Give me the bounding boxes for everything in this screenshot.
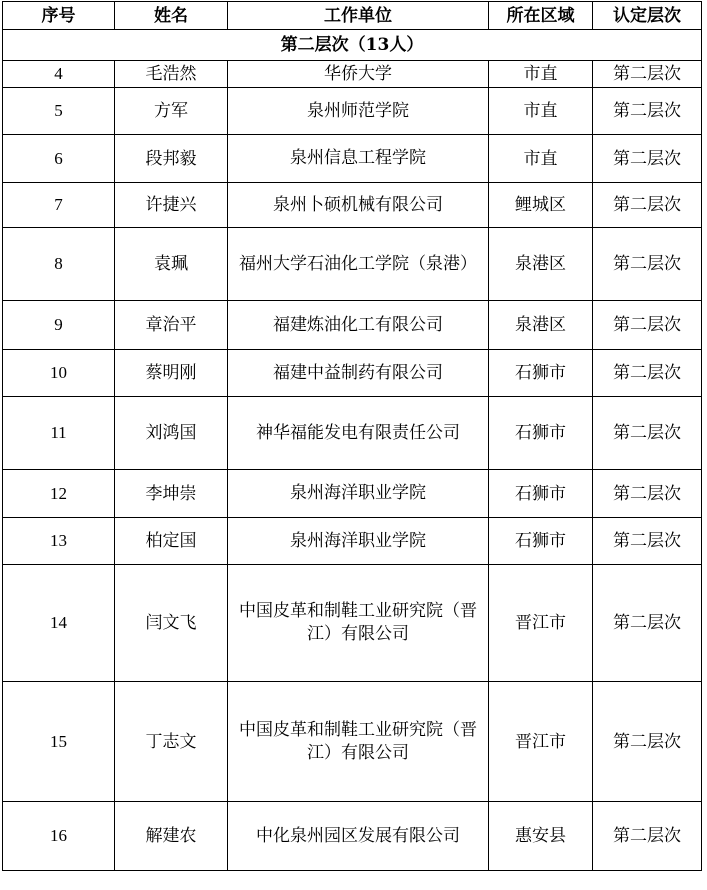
cell-no: 8	[3, 228, 115, 301]
header-name: 姓名	[115, 2, 228, 30]
cell-area: 石狮市	[489, 470, 593, 518]
cell-level: 第二层次	[593, 350, 702, 397]
table-row	[3, 470, 702, 518]
table-row	[3, 61, 702, 88]
cell-no: 4	[3, 61, 115, 88]
table-row	[3, 228, 702, 301]
cell-name: 解建农	[115, 802, 228, 871]
cell-area: 鲤城区	[489, 183, 593, 228]
table-row	[3, 183, 702, 228]
cell-unit: 泉州卜硕机械有限公司	[228, 183, 489, 228]
section-row	[3, 30, 702, 61]
cell-unit: 福建炼油化工有限公司	[228, 301, 489, 350]
cell-area: 市直	[489, 135, 593, 183]
cell-no: 15	[3, 682, 115, 802]
cell-unit: 福州大学石油化工学院（泉港）	[228, 228, 489, 301]
cell-name: 毛浩然	[115, 61, 228, 88]
cell-name: 蔡明刚	[115, 350, 228, 397]
table-row	[3, 301, 702, 350]
cell-level: 第二层次	[593, 135, 702, 183]
cell-no: 6	[3, 135, 115, 183]
header-area: 所在区域	[489, 2, 593, 30]
cell-name: 丁志文	[115, 682, 228, 802]
cell-area: 市直	[489, 88, 593, 135]
cell-unit: 中化泉州园区发展有限公司	[228, 802, 489, 871]
header-unit: 工作单位	[228, 2, 489, 30]
header-level: 认定层次	[593, 2, 702, 30]
cell-area: 石狮市	[489, 397, 593, 470]
cell-unit: 泉州海洋职业学院	[228, 470, 489, 518]
cell-area: 晋江市	[489, 565, 593, 682]
cell-name: 袁珮	[115, 228, 228, 301]
cell-level: 第二层次	[593, 397, 702, 470]
cell-level: 第二层次	[593, 518, 702, 565]
table-row	[3, 397, 702, 470]
cell-area: 惠安县	[489, 802, 593, 871]
table-row	[3, 135, 702, 183]
cell-no: 5	[3, 88, 115, 135]
cell-no: 7	[3, 183, 115, 228]
header-row	[3, 2, 702, 30]
document-page	[2, 1, 702, 871]
cell-area: 晋江市	[489, 682, 593, 802]
cell-level: 第二层次	[593, 565, 702, 682]
cell-area: 市直	[489, 61, 593, 88]
cell-no: 10	[3, 350, 115, 397]
cell-unit: 神华福能发电有限责任公司	[228, 397, 489, 470]
cell-no: 16	[3, 802, 115, 871]
cell-level: 第二层次	[593, 470, 702, 518]
table-row	[3, 88, 702, 135]
table-row	[3, 518, 702, 565]
cell-name: 章治平	[115, 301, 228, 350]
cell-area: 石狮市	[489, 350, 593, 397]
cell-unit: 中国皮革和制鞋工业研究院（晋江）有限公司	[228, 565, 489, 682]
cell-unit: 泉州海洋职业学院	[228, 518, 489, 565]
cell-level: 第二层次	[593, 228, 702, 301]
cell-name: 刘鸿国	[115, 397, 228, 470]
table-row	[3, 802, 702, 871]
table-row	[3, 565, 702, 682]
cell-name: 闫文飞	[115, 565, 228, 682]
cell-level: 第二层次	[593, 301, 702, 350]
cell-unit: 福建中益制药有限公司	[228, 350, 489, 397]
cell-level: 第二层次	[593, 802, 702, 871]
cell-area: 石狮市	[489, 518, 593, 565]
cell-level: 第二层次	[593, 88, 702, 135]
cell-no: 9	[3, 301, 115, 350]
cell-name: 段邦毅	[115, 135, 228, 183]
cell-area: 泉港区	[489, 301, 593, 350]
cell-unit: 泉州师范学院	[228, 88, 489, 135]
cell-level: 第二层次	[593, 61, 702, 88]
cell-no: 14	[3, 565, 115, 682]
cell-unit: 泉州信息工程学院	[228, 135, 489, 183]
cell-level: 第二层次	[593, 183, 702, 228]
talent-table	[2, 1, 702, 871]
cell-name: 许捷兴	[115, 183, 228, 228]
table-row	[3, 350, 702, 397]
table-row	[3, 682, 702, 802]
cell-no: 12	[3, 470, 115, 518]
header-no: 序号	[3, 2, 115, 30]
section-title: 第二层次（13人）	[3, 30, 702, 61]
cell-area: 泉港区	[489, 228, 593, 301]
cell-unit: 华侨大学	[228, 61, 489, 88]
cell-name: 柏定国	[115, 518, 228, 565]
cell-name: 方军	[115, 88, 228, 135]
cell-no: 11	[3, 397, 115, 470]
cell-name: 李坤崇	[115, 470, 228, 518]
cell-no: 13	[3, 518, 115, 565]
cell-level: 第二层次	[593, 682, 702, 802]
cell-unit: 中国皮革和制鞋工业研究院（晋江）有限公司	[228, 682, 489, 802]
